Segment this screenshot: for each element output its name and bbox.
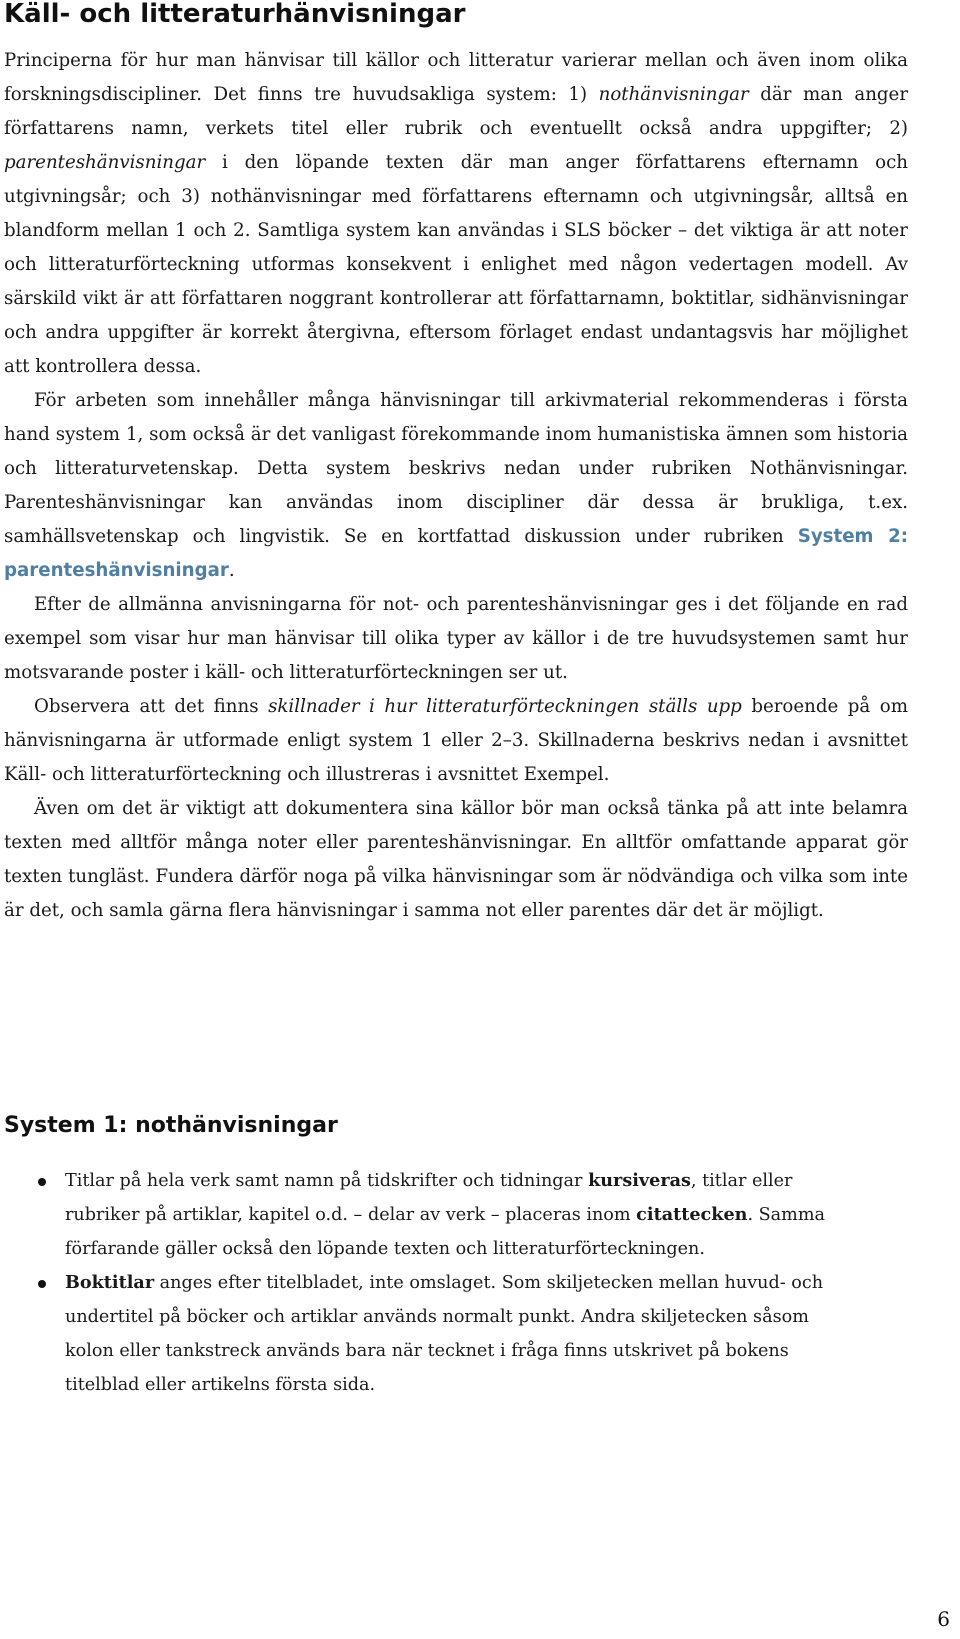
bullet-1-bold-1: kursiveras [588,1170,691,1191]
paragraph-2-part-1: För arbeten som innehåller många hänvisningar till arkivmaterial rekommenderas i första hand system 1, som också är det vanligast förekommande inom humanistiska ämnen som historia och litteraturvetenskap. Detta system beskrivs nedan under rubriken Nothänvisningar. Parenteshänvisningar kan användas inom discipliner där dessa är brukliga, t.ex. samhällsvetenskap och lingvistik. Se en kortfattad diskussion under rubriken [4,390,908,547]
paragraph-3: Efter de allmänna anvisningarna för not- och parenteshänvisningar ges i det följande en rad exempel som visar hur man hänvisar till olika typer av källor i de tre huvudsystemen samt hur motsvarande poster i käll- och litteraturförteckningen ser ut. [4,594,908,683]
paragraph-1-part-2: där man anger författarens namn, verkets titel eller rubrik och eventuellt också andra uppgifter; 2) [4,84,909,139]
bullet-icon [38,1178,46,1186]
paragraph-1-part-3: i den löpande texten där man anger författarens efternamn och utgivningsår; och 3) nothänvisningar med författarens efternamn och utgivningsår, alltså en blandform mellan 1 och 2. Samtliga system kan användas i SLS böcker – det viktiga är att noter och litteraturförteckning utformas konsekvent i enlighet med någon vedertagen modell. Av särskild vikt är att författaren noggrant kontrollerar att författarnamn, boktitlar, sidhänvisningar och andra uppgifter är korrekt återgivna, eftersom förlaget endast undantagsvis har möjlighet att kontrollera dessa. [4,152,908,377]
paragraph-2 [4,384,908,588]
page-title: Käll- och litteraturhänvisningar [4,0,466,29]
paragraph-1 [4,44,908,384]
section-heading: System 1: nothänvisningar [4,1113,338,1138]
system-2-link[interactable]: System 2: parenteshänvisningar [4,526,908,581]
paragraph-1-part-1: Principerna för hur man hänvisar till källor och litteratur varierar mellan och även inom olika forskningsdiscipliner. Det finns tre huvudsakliga system: 1) [4,50,908,105]
paragraph-4-part-1: Observera att det finns [34,696,269,717]
bullet-1-part-3: . Samma förfarande gäller också den löpande texten och litteraturförteckningen. [65,1205,826,1259]
term-parenteshanvisningar: parenteshänvisningar [4,152,206,173]
paragraph-5: Även om det är viktigt att dokumentera sina källor bör man också tänka på att inte belamra texten med alltför många noter eller parenteshänvisningar. En alltför omfattande apparat gör texten tungläst. Fundera därför noga på vilka hänvisningar som är nödvändiga och vilka som inte är det, och samla gärna flera hänvisningar i samma not eller parentes där det är möjligt. [4,798,908,921]
bullet-1-part-2: , titlar eller rubriker på artiklar, kapitel o.d. – delar av verk – placeras inom [65,1171,793,1225]
list-item [4,1164,834,1266]
paragraph-4-part-2: beroende på om hänvisningarna är utformade enligt system 1 eller 2–3. Skillnaderna beskrivs nedan i avsnittet Käll- och litteraturförteckning och illustreras i avsnittet Exempel. [4,696,908,785]
page-number: 6 [937,1607,950,1631]
bullet-2-bold-1: Boktitlar [65,1272,155,1293]
bullet-list [4,1164,834,1402]
body-text [4,44,908,928]
paragraph-4 [4,690,908,792]
paragraph-4-emphasis: skillnader i hur litteraturförteckningen ställs upp [268,696,742,717]
term-nothanvisningar: nothänvisningar [598,84,749,105]
list-item [4,1266,834,1402]
bullet-2-part-1: anges efter titelbladet, inte omslaget. Som skiljetecken mellan huvud- och undertitel på böcker och artiklar används normalt punkt. Andra skiljetecken såsom kolon eller tankstreck används bara när tecknet i fråga finns utskrivet på bokens titelblad eller artikelns första sida. [65,1273,824,1395]
bullet-1-part-1: Titlar på hela verk samt namn på tidskrifter och tidningar [65,1171,589,1191]
paragraph-2-part-2: . [228,560,235,581]
bullet-1-bold-2: citattecken [636,1204,748,1225]
bullet-icon [38,1280,46,1288]
